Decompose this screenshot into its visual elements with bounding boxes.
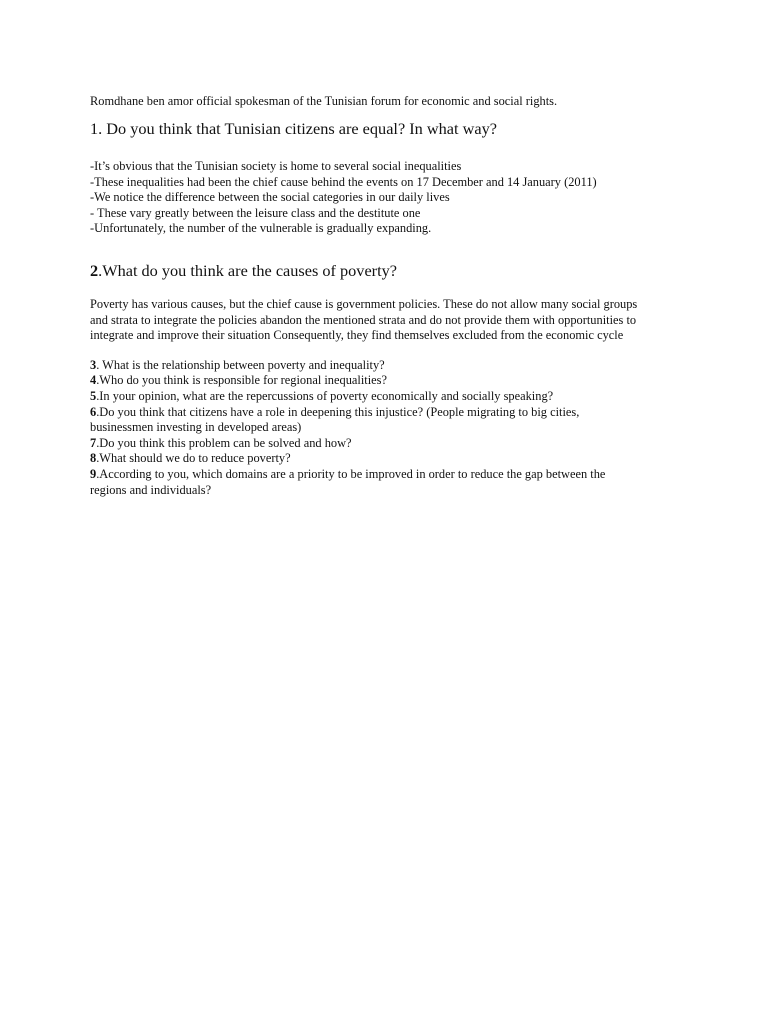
answer-line: -These inequalities had been the chief cause behind the events on 17 December and 14 January (2011)	[90, 174, 597, 189]
question-item	[90, 467, 690, 483]
paragraph-line: Poverty has various causes, but the chief cause is government policies. These do not allow many social groups	[90, 296, 638, 311]
section-2-number: 2	[90, 260, 99, 280]
answer-line: -It’s obvious that the Tunisian society is home to several social inequalities	[90, 159, 462, 173]
question-number: 3	[90, 357, 97, 372]
question-text: .According to you, which domains are a priority to be improved in order to reduce the gap between the	[96, 466, 606, 481]
section-1-lines	[90, 159, 690, 237]
question-number: 9	[90, 466, 97, 481]
question-list	[90, 358, 690, 498]
question-text: .Who do you think is responsible for regional inequalities?	[96, 373, 387, 388]
question-number: 4	[90, 373, 97, 388]
question-item	[90, 436, 690, 452]
section-1-title: . Do you think that Tunisian citizens are equal? In what way?	[98, 119, 497, 138]
section-2-title: .What do you think are the causes of poverty?	[98, 260, 397, 280]
question-number: 6	[90, 404, 97, 419]
question-text: businessmen investing in developed areas)	[90, 420, 302, 435]
answer-line: -Unfortunately, the number of the vulnerable is gradually expanding.	[90, 221, 432, 236]
question-number: 7	[90, 435, 97, 450]
question-text: regions and individuals?	[90, 482, 212, 497]
paragraph-line: integrate and improve their situation Consequently, they find themselves excluded from the economic cycle	[90, 328, 624, 343]
question-item	[90, 389, 690, 405]
section-1-number: 1	[90, 119, 99, 138]
question-item-continuation	[90, 420, 690, 436]
question-number: 5	[90, 388, 97, 403]
paragraph-line: and strata to integrate the policies abandon the mentioned strata and do not provide them with opportunities to	[90, 312, 637, 327]
section-1-heading	[90, 119, 690, 139]
question-item	[90, 358, 690, 374]
question-item	[90, 451, 690, 467]
section-2-paragraph	[90, 297, 690, 344]
question-text: .Do you think this problem can be solved and how?	[96, 435, 352, 450]
question-text: .Do you think that citizens have a role in deepening this injustice? (People migrating to big cities,	[96, 404, 580, 419]
intro-line: Romdhane ben amor official spokesman of the Tunisian forum for economic and social rights.	[90, 94, 558, 108]
answer-line: -We notice the difference between the social categories in our daily lives	[90, 190, 450, 205]
question-text: . What is the relationship between poverty and inequality?	[96, 357, 385, 372]
question-number: 8	[90, 451, 97, 466]
section-2-heading	[90, 261, 690, 281]
answer-line: - These vary greatly between the leisure class and the destitute one	[90, 205, 421, 220]
question-item	[90, 373, 690, 389]
question-item-continuation	[90, 483, 690, 499]
question-text: .What should we do to reduce poverty?	[96, 451, 291, 466]
question-text: .In your opinion, what are the repercussions of poverty economically and socially speaking?	[96, 388, 554, 403]
question-item	[90, 405, 690, 421]
document-body	[90, 93, 690, 498]
